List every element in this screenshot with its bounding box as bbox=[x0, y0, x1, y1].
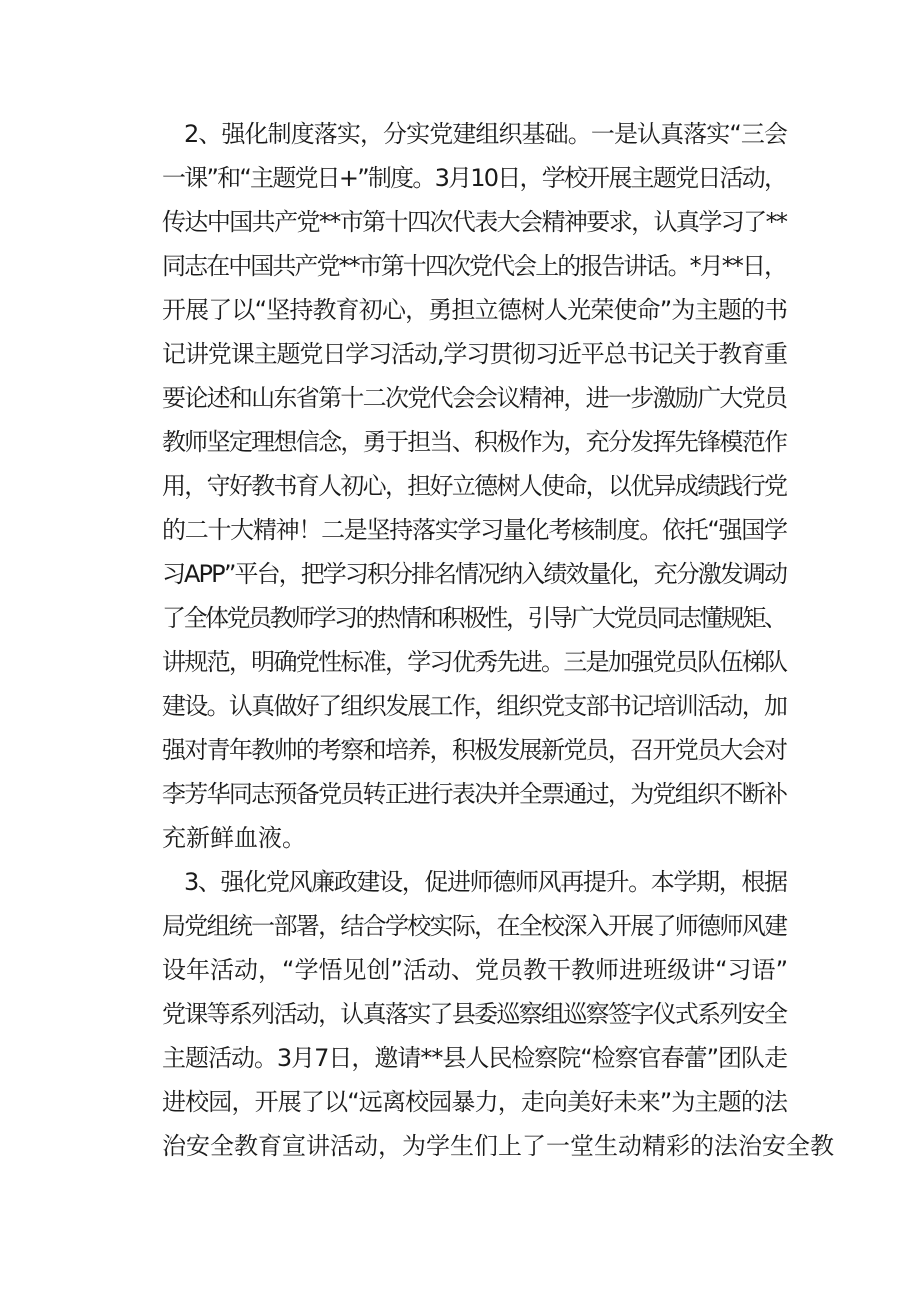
paragraph-3-line-2: 局党组统一部署，结合学校实际，在全校深入开展了师德师风建 bbox=[162, 912, 787, 940]
paragraph-2-line-10: 的二十大精神！二是坚持落实学习量化考核制度。依托“强国学 bbox=[162, 516, 787, 544]
paragraph-2-line-8: 教师坚定理想信念，勇于担当、积极作为，充分发挥先锋模范作 bbox=[162, 428, 787, 456]
paragraph-3-line-5: 主题活动。3月7日，邀请**县人民检察院“检察官春蕾”团队走 bbox=[162, 1044, 787, 1072]
paragraph-2-line-12: 了全体党员教师学习的热情和积极性，引导广大党员同志懂规矩、 bbox=[162, 604, 786, 632]
paragraph-2-line-15: 强对青年教帅的考察和培养，积极发展新党员，召开党员大会对 bbox=[162, 736, 787, 764]
paragraph-2-line-3: 传达中国共产党**市第十四次代表大会精神要求，认真学习了** bbox=[162, 208, 787, 236]
paragraph-2-line-5: 开展了以“坚持教育初心，勇担立德树人光荣使命”为主题的书 bbox=[162, 296, 788, 324]
paragraph-3-line-6: 进校园，开展了以“远离校园暴力，走向美好未来”为主题的法 bbox=[162, 1088, 788, 1116]
paragraph-2-line-14: 建设。认真做好了组织发展工作，组织党支部书记培训活动，加 bbox=[162, 692, 787, 720]
paragraph-3-line-4: 党课等系列活动，认真落实了县委巡察组巡察签字仪式系列安全 bbox=[162, 1000, 787, 1028]
paragraph-3-line-1: 3、强化党风廉政建设，促进师德师风再提升。本学期，根据 bbox=[184, 868, 787, 896]
paragraph-2-line-11: 习APP”平台，把学习积分排名情况纳入绩效量化，充分激发调动 bbox=[162, 560, 787, 588]
paragraph-3-line-3: 设年活动，“学悟见创”活动、党员教干教师进班级讲“习语” bbox=[162, 956, 789, 984]
paragraph-2-line-16: 李芳华同志预备党员转正进行表决并全票通过，为党组织不断补 bbox=[162, 780, 787, 808]
paragraph-2-line-13: 讲规范，明确党性标准，学习优秀先进。三是加强党员队伍梯队 bbox=[162, 648, 787, 676]
paragraph-2-line-4: 同志在中国共产党**市第十四次党代会上的报告讲话。*月**日， bbox=[162, 252, 787, 280]
paragraph-2-line-6: 记讲党课主题党日学习活动,学习贯彻习近平总书记关于教育重 bbox=[162, 340, 787, 368]
paragraph-2-line-1: 2、强化制度落实，分实党建组织基础。一是认真落实“三会 bbox=[184, 120, 788, 148]
paragraph-3-line-7: 治安全教育宣讲活动，为学生们上了一堂生动精彩的法治安全教 bbox=[162, 1132, 834, 1160]
paragraph-2-line-2: 一课”和“主题党日+”制度。3月10日，学校开展主题党日活动， bbox=[162, 164, 787, 192]
paragraph-2-line-7: 要论述和山东省第十二次党代会会议精神，进一步激励广大党员 bbox=[162, 384, 787, 412]
paragraph-2-line-9: 用，守好教书育人初心，担好立德树人使命，以优异成绩践行党 bbox=[162, 472, 787, 500]
paragraph-2-line-17: 充新鲜血液。 bbox=[162, 824, 306, 852]
